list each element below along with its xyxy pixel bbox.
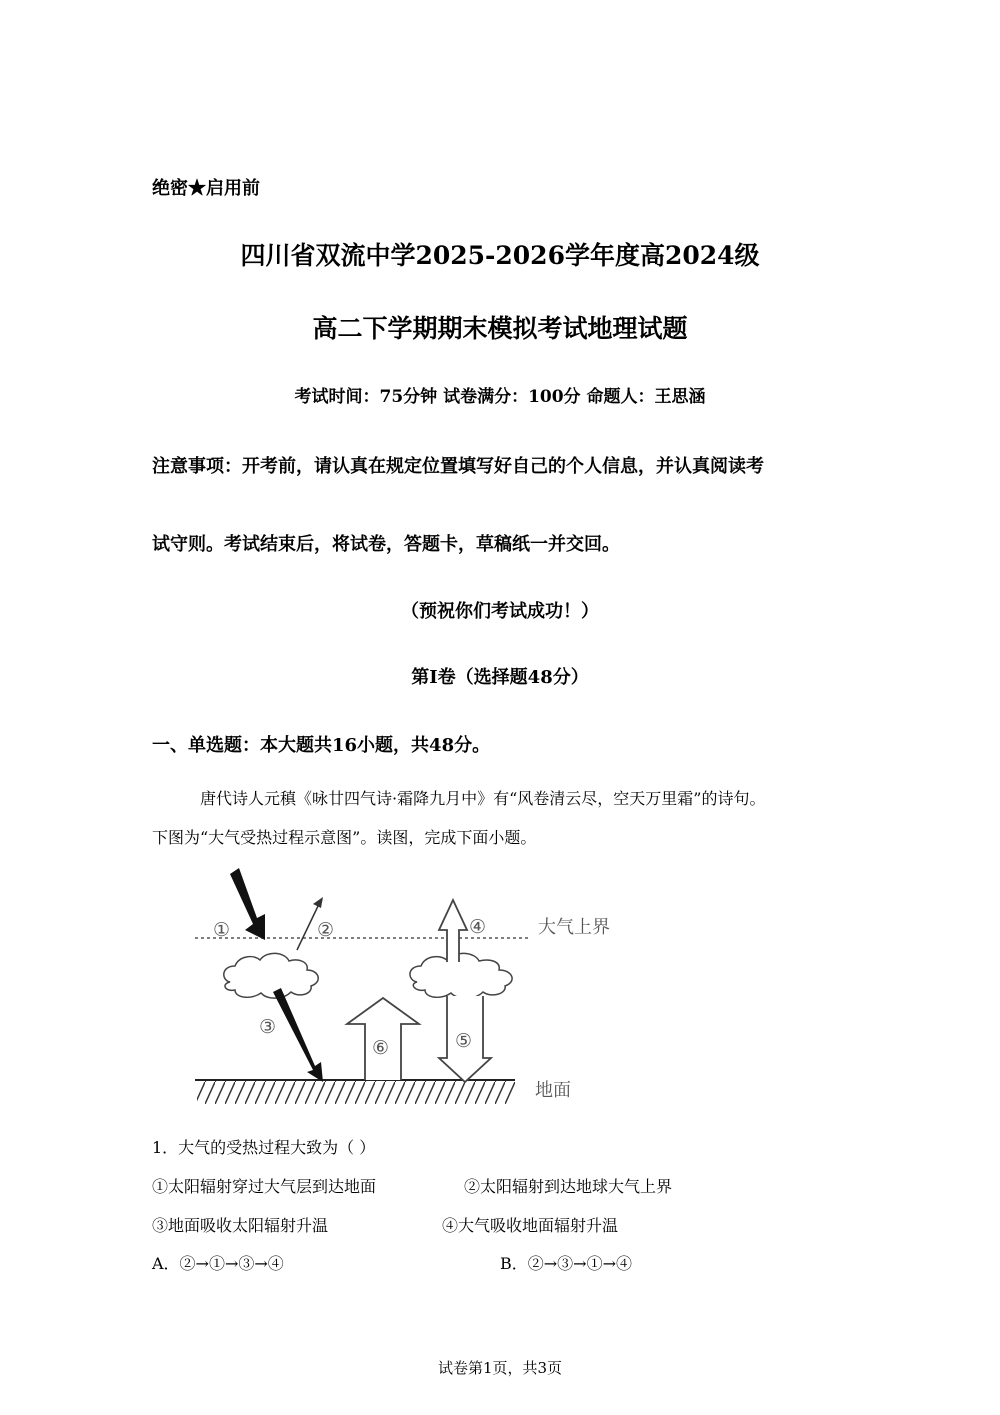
ground-hatch (197, 1080, 515, 1104)
passage-line1: 唐代诗人元稹《咏廿四气诗·霜降九月中》有“风卷清云尽，空天万里霜”的诗句。 (200, 789, 766, 808)
notice-line1: 注意事项：开考前，请认真在规定位置填写好自己的个人信息，并认真阅读考 (152, 456, 764, 477)
ground-radiation-arrow (273, 988, 323, 1082)
exam-title-line1: 四川省双流中学2025-2026学年度高2024级 (240, 241, 760, 270)
label-1: ① (213, 919, 231, 941)
label-3: ③ (259, 1016, 277, 1038)
page-footer: 试卷第1页，共3页 (437, 1359, 563, 1377)
question-1-statement-2: ②太阳辐射到达地球大气上界 (464, 1177, 673, 1196)
question-1-option-b[interactable]: B．②→③→①→④ (500, 1254, 632, 1273)
label-4: ④ (469, 916, 487, 938)
label-6: ⑥ (372, 1037, 390, 1059)
top-boundary-label: 大气上界 (538, 917, 610, 938)
atmosphere-heating-diagram (185, 862, 625, 1112)
reflection-arrowhead (313, 897, 323, 908)
question-1-statement-3: ③地面吸收太阳辐射升温 (152, 1216, 329, 1235)
ground-label: 地面 (535, 1080, 571, 1101)
exam-title-line2: 高二下学期期末模拟考试地理试题 (312, 314, 688, 343)
volume-title: 第I卷（选择题48分） (411, 667, 589, 688)
wish-text: （预祝你们考试成功！） (401, 601, 599, 622)
question-1-statement-1: ①太阳辐射穿过大气层到达地面 (152, 1177, 377, 1196)
solar-radiation-arrow (230, 868, 265, 940)
cloud-right (410, 953, 512, 998)
question-1-option-a[interactable]: A．②→①→③→④ (152, 1254, 284, 1273)
question-1-stem: 1．大气的受热过程大致为（ ） (152, 1138, 376, 1157)
label-2: ② (317, 919, 335, 941)
label-5: ⑤ (455, 1030, 473, 1052)
secret-label: 绝密★启用前 (152, 178, 260, 199)
reflection-line (297, 904, 319, 950)
section-title: 一、单选题：本大题共16小题，共48分。 (152, 735, 491, 756)
exam-info: 考试时间：75分钟 试卷满分：100分 命题人：王思涵 (294, 387, 706, 407)
passage-line2: 下图为“大气受热过程示意图”。读图，完成下面小题。 (152, 828, 537, 847)
notice-line2: 试守则。考试结束后，将试卷，答题卡，草稿纸一并交回。 (152, 534, 620, 555)
question-1-statement-4: ④大气吸收地面辐射升温 (442, 1216, 619, 1235)
cloud-left (224, 953, 318, 998)
